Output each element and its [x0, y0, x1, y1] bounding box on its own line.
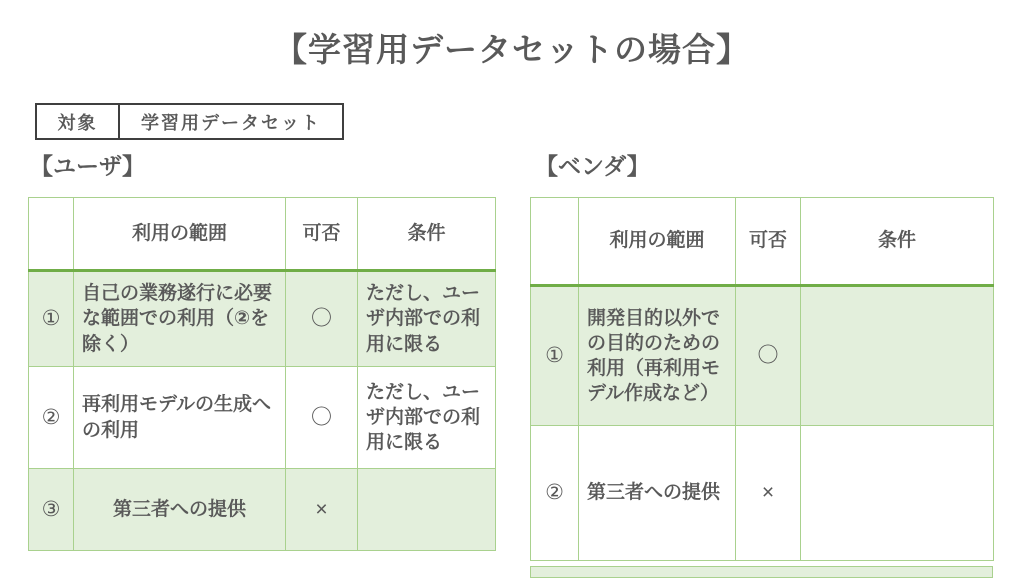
header-allowed-cell: 可否 [286, 198, 358, 271]
header-number-cell [531, 198, 579, 286]
scope-cell: 第三者への提供 [579, 426, 736, 561]
scope-cell: 再利用モデルの生成への利用 [74, 367, 286, 469]
allowed-cell: 〇 [286, 367, 358, 469]
user-table-header-row [29, 198, 496, 271]
allowed-cell: 〇 [286, 271, 358, 367]
condition-cell [801, 426, 994, 561]
condition-cell [801, 286, 994, 426]
target-box-label: 対象 [37, 105, 120, 138]
table-row [29, 367, 496, 469]
row-number-cell: ① [531, 286, 579, 426]
condition-cell [358, 469, 496, 551]
row-number-cell: ② [531, 426, 579, 561]
row-number-cell: ② [29, 367, 74, 469]
allowed-cell: × [286, 469, 358, 551]
row-number-cell: ③ [29, 469, 74, 551]
target-box-value: 学習用データセット [141, 112, 321, 133]
condition-cell: ただし、ユーザ内部での利用に限る [358, 367, 496, 469]
condition-cell: ただし、ユーザ内部での利用に限る [358, 271, 496, 367]
vendor-section-heading: 【ベンダ】 [535, 153, 650, 179]
header-scope-cell: 利用の範囲 [579, 198, 736, 286]
header-allowed-cell: 可否 [736, 198, 801, 286]
header-condition-cell: 条件 [358, 198, 496, 271]
table-row [29, 271, 496, 367]
scope-cell: 自己の業務遂行に必要な範囲での利用（②を除く） [74, 271, 286, 367]
target-box [35, 103, 344, 140]
header-number-cell [29, 198, 74, 271]
vendor-table [530, 197, 994, 561]
scope-cell: 開発目的以外での目的のための利用（再利用モデル作成など） [579, 286, 736, 426]
table-row [29, 469, 496, 551]
header-scope-cell: 利用の範囲 [74, 198, 286, 271]
user-section-heading: 【ユーザ】 [30, 153, 145, 179]
allowed-cell: 〇 [736, 286, 801, 426]
allowed-cell: × [736, 426, 801, 561]
row-number-cell: ① [29, 271, 74, 367]
scope-cell: 第三者への提供 [74, 469, 286, 551]
vendor-table-header-row [531, 198, 994, 286]
vendor-table-cutoff-row [530, 566, 993, 578]
table-row [531, 426, 994, 561]
header-condition-cell: 条件 [801, 198, 994, 286]
user-table [28, 197, 496, 551]
page-title: 【学習用データセットの場合】 [274, 31, 750, 68]
table-row [531, 286, 994, 426]
